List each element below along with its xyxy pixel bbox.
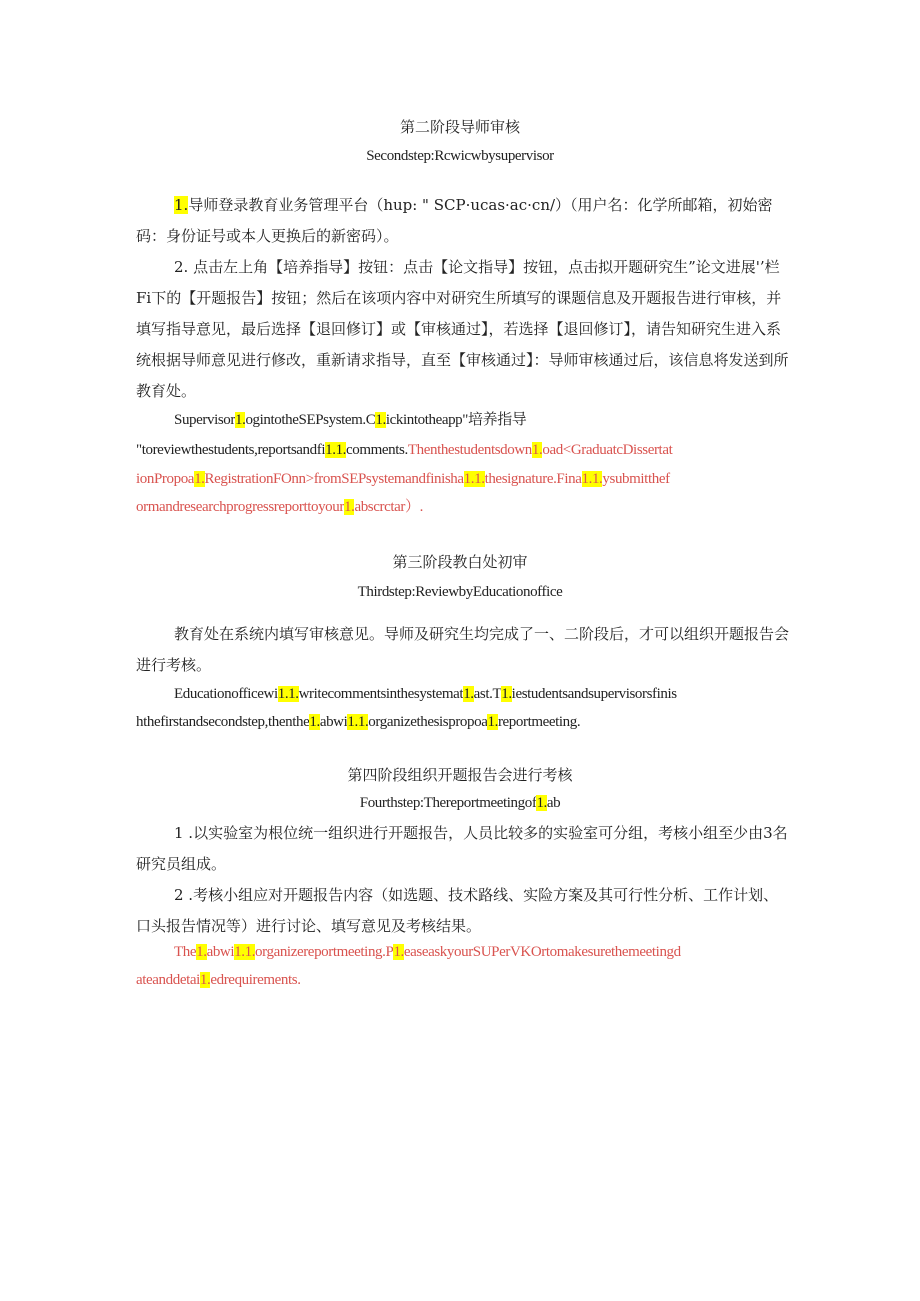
stage2-en-line-2 [136, 440, 672, 460]
text-fragment: easeaskyourSUPerVKOrtomakesurethemeetingd [403, 944, 681, 960]
stage2-title-cn: 第二阶段导师审核 [399, 118, 520, 136]
text-fragment: ormandresearchprogressreporttoyour [136, 499, 344, 515]
text-fragment: organizethesispropoa [368, 714, 488, 730]
highlighted-fragment: 1. [194, 471, 205, 487]
text-fragment: comments. [346, 442, 408, 458]
text-fragment: hthefirstandsecondstep,thenthe [136, 714, 310, 730]
highlighted-fragment: 1.1. [277, 686, 299, 702]
text-fragment: ast.T [473, 686, 502, 702]
highlighted-fragment: 1. [309, 714, 320, 730]
text-fragment: Thenthestudentsdown [407, 442, 532, 458]
text-fragment: thesignature.Fina [484, 471, 582, 487]
highlighted-fragment: 1.1. [234, 944, 256, 960]
text-fragment: The [174, 944, 197, 960]
text-fragment: abscrctar）. [354, 499, 423, 515]
stage2-en-line-1 [174, 410, 526, 430]
highlight-number: 1. [174, 196, 189, 214]
text-fragment: ateanddetai [136, 972, 200, 988]
text-fragment: RegistrationFOnn>fromSEPsystemandfinisha [204, 471, 464, 487]
highlighted-fragment: 1. [501, 686, 512, 702]
stage3-en-line-2 [136, 712, 580, 732]
highlighted-fragment: 1. [375, 412, 386, 428]
stage2-paragraph-1-text: 导师登录教育业务管理平台（hup: " SCP·ucas·ac·cn/）（用户名：化学所邮箱，初始密码：身份证号或本人更换后的新密码）。 [136, 196, 773, 245]
stage4-en-line-2 [136, 970, 301, 990]
highlighted-fragment: 1. [235, 412, 246, 428]
highlighted-fragment: 1. [487, 714, 498, 730]
text-fragment: iestudentsandsupervisorsfinis [511, 686, 677, 702]
highlighted-fragment: 1. [196, 944, 207, 960]
stage4-en-line-1 [174, 942, 681, 962]
stage3-title-en: Thirdstep:ReviewbyEducationoffice [357, 584, 563, 600]
highlighted-fragment: 1. [343, 499, 355, 515]
stage4-item-2: 2 .考核小组应对开题报告内容（如选题、技术路线、实险方案及其可行性分析、工作计划、口头报告情况等）进行讨论、填写意见及考核结果。 [136, 886, 779, 935]
stage2-paragraph-2: 2. 点击左上角【培养指导】按钮：点击【论文指导】按钮，点击拟开题研究生”论文进展'’栏Fi下的【开题报告】按钮；然后在该项内容中对研究生所填写的课题信息及开题报告进行审核，并填写指导意见，最后选择【退回修订】或【审核通过】，若选择【退回修订】，请告知研究生进入系统根据导师意见进行修改，重新请求指导，直至【审核通过】：导师审核通过后，该信息将发送到所教育处。 [136, 258, 789, 400]
text-fragment: Educationofficewi [174, 686, 278, 702]
stage4-item-1: 1 .以实验室为根位统一组织进行开题报告，人员比较多的实验室可分组，考核小组至少由3名研究员组成。 [136, 824, 788, 873]
stage2-en-line-3 [136, 469, 670, 489]
highlighted-fragment: 1.1. [325, 442, 347, 458]
stage2-en-line-4 [136, 497, 423, 517]
text-fragment: "toreviewthestudents,reportsandfi [136, 442, 326, 458]
text-fragment: reportmeeting. [497, 714, 581, 730]
highlighted-fragment: 1. [463, 686, 474, 702]
highlighted-fragment: 1. [393, 944, 404, 960]
stage4-title-cn: 第四阶段组织开题报告会进行考核 [347, 766, 573, 784]
stage2-paragraph-1 [136, 190, 790, 252]
text-fragment: abwi [206, 944, 235, 960]
stage3-title-cn: 第三阶段教白处初审 [392, 553, 528, 571]
stage3-paragraph: 教育处在系统内填写审核意见。导师及研究生均完成了一、二阶段后，才可以组织开题报告会进行考核。 [136, 625, 790, 674]
text-fragment: oad<GraduatcDissertat [542, 442, 673, 458]
text-fragment: ickintotheapp"培养指导 [385, 412, 527, 428]
text-fragment: ogintotheSEPsystem.C [245, 412, 376, 428]
stage4-title-en: Fourthstep:Thereportmeetingof1.ab [359, 795, 561, 811]
text-fragment: Supervisor [174, 412, 235, 428]
stage3-en-line-1 [174, 684, 677, 704]
text-fragment: ionPropoa [136, 471, 195, 487]
stage2-title-en: Secondstep:Rcwicwbysupervisor [366, 148, 554, 164]
highlighted-fragment: 1.1. [347, 714, 369, 730]
highlighted-fragment: 1.1. [581, 471, 603, 487]
highlighted-fragment: 1. [199, 972, 211, 988]
text-fragment: organizereportmeeting.P [255, 944, 394, 960]
highlighted-fragment: 1.1. [463, 471, 485, 487]
highlighted-fragment: 1. [531, 442, 543, 458]
text-fragment: ysubmitthef [602, 471, 670, 487]
text-fragment: abwi [319, 714, 348, 730]
text-fragment: edrequirements. [210, 972, 301, 988]
text-fragment: writecommentsinthesystemat [298, 686, 464, 702]
